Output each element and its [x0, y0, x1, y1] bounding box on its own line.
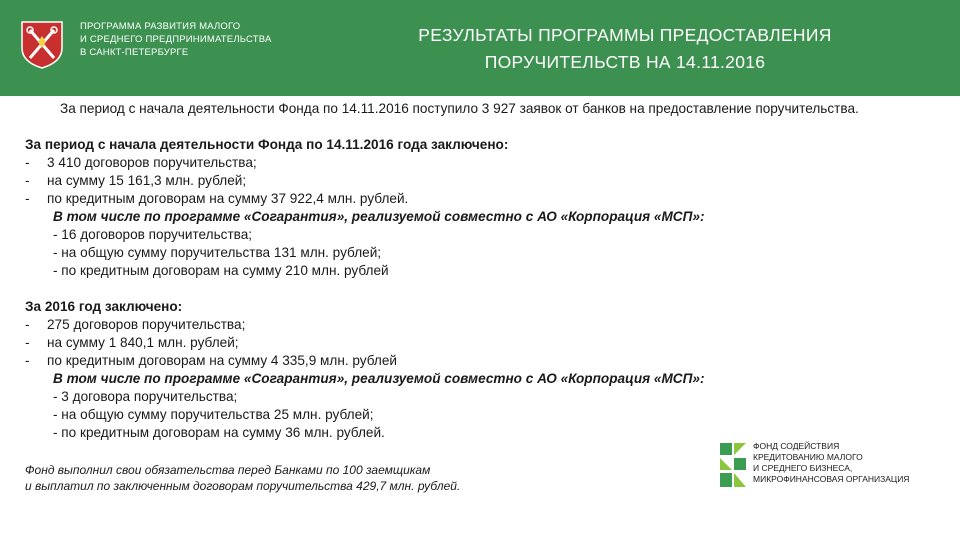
- sub-list-item: - по кредитным договорам на сумму 36 млн. рублей.: [53, 425, 385, 440]
- list-item: [25, 172, 845, 190]
- page-title-line: РЕЗУЛЬТАТЫ ПРОГРАММЫ ПРЕДОСТАВЛЕНИЯ: [418, 25, 832, 45]
- dash-marker: -: [25, 335, 30, 350]
- footnote-line: и выплатил по заключенным договорам поручительства 429,7 млн. рублей.: [25, 479, 461, 493]
- fund-name-line: ФОНД СОДЕЙСТВИЯ: [753, 441, 840, 451]
- sogarantiya-heading: В том числе по программе «Согарантия», реализуемой совместно с АО «Корпорация «МСП»:: [53, 371, 705, 386]
- list-item: [25, 190, 845, 208]
- program-name-line: ПРОГРАММА РАЗВИТИЯ МАЛОГО: [80, 21, 241, 32]
- list-item-text: 3 410 договоров поручительства;: [47, 155, 257, 170]
- sub-list-item: - на общую сумму поручительства 131 млн. рублей;: [53, 245, 382, 260]
- page-title-line: ПОРУЧИТЕЛЬСТВ НА 14.11.2016: [484, 52, 766, 72]
- list-item-text: по кредитным договорам на сумму 37 922,4 млн. рублей.: [47, 191, 409, 206]
- list-item: [25, 352, 845, 370]
- sub-list-item: - 16 договоров поручительства;: [53, 227, 253, 242]
- sogarantiya-heading: В том числе по программе «Согарантия», реализуемой совместно с АО «Корпорация «МСП»:: [53, 209, 705, 224]
- list-item-text: на сумму 15 161,3 млн. рублей;: [47, 173, 247, 188]
- program-name: [80, 20, 272, 59]
- dash-marker: -: [25, 353, 30, 368]
- list-item: [25, 154, 845, 172]
- intro-text: За период с начала деятельности Фонда по 14.11.2016 поступило 3 927 заявок от банков на предоставление поручительства.: [60, 101, 859, 116]
- list-item: [25, 316, 845, 334]
- list-item: [25, 334, 845, 352]
- section-heading: За период с начала деятельности Фонда по 14.11.2016 года заключено:: [25, 137, 509, 152]
- footnote: [25, 462, 460, 494]
- section-heading: За 2016 год заключено:: [25, 299, 183, 314]
- dash-marker: -: [25, 191, 30, 206]
- fund-name-line: КРЕДИТОВАНИЮ МАЛОГО: [753, 452, 863, 462]
- footnote-line: Фонд выполнил свои обязательства перед Банками по 100 заемщикам: [25, 463, 431, 477]
- fund-name-line: И СРЕДНЕГО БИЗНЕСА,: [753, 463, 853, 473]
- program-name-line: В САНКТ-ПЕТЕРБУРГЕ: [80, 47, 189, 58]
- year-2016-section: [25, 298, 845, 442]
- program-name-line: И СРЕДНЕГО ПРЕДПРИНИМАТЕЛЬСТВА: [80, 34, 272, 45]
- total-results-section: [25, 136, 845, 280]
- spb-coat-of-arms-icon: [18, 18, 66, 70]
- list-item-text: 275 договоров поручительства;: [47, 317, 246, 332]
- list-item-text: по кредитным договорам на сумму 4 335,9 млн. рублей: [47, 353, 397, 368]
- dash-marker: -: [25, 317, 30, 332]
- fund-logo-icon: [718, 441, 748, 489]
- fund-name-line: МИКРОФИНАНСОВАЯ ОРГАНИЗАЦИЯ: [753, 474, 910, 484]
- header-bar: [0, 0, 960, 96]
- list-item-text: на сумму 1 840,1 млн. рублей;: [47, 335, 239, 350]
- fund-name: [753, 441, 909, 485]
- sub-list-item: - по кредитным договорам на сумму 210 млн. рублей: [53, 263, 389, 278]
- dash-marker: -: [25, 155, 30, 170]
- page-title: [330, 22, 920, 76]
- dash-marker: -: [25, 173, 30, 188]
- sub-list-item: - на общую сумму поручительства 25 млн. рублей;: [53, 407, 374, 422]
- sub-list-item: - 3 договора поручительства;: [53, 389, 238, 404]
